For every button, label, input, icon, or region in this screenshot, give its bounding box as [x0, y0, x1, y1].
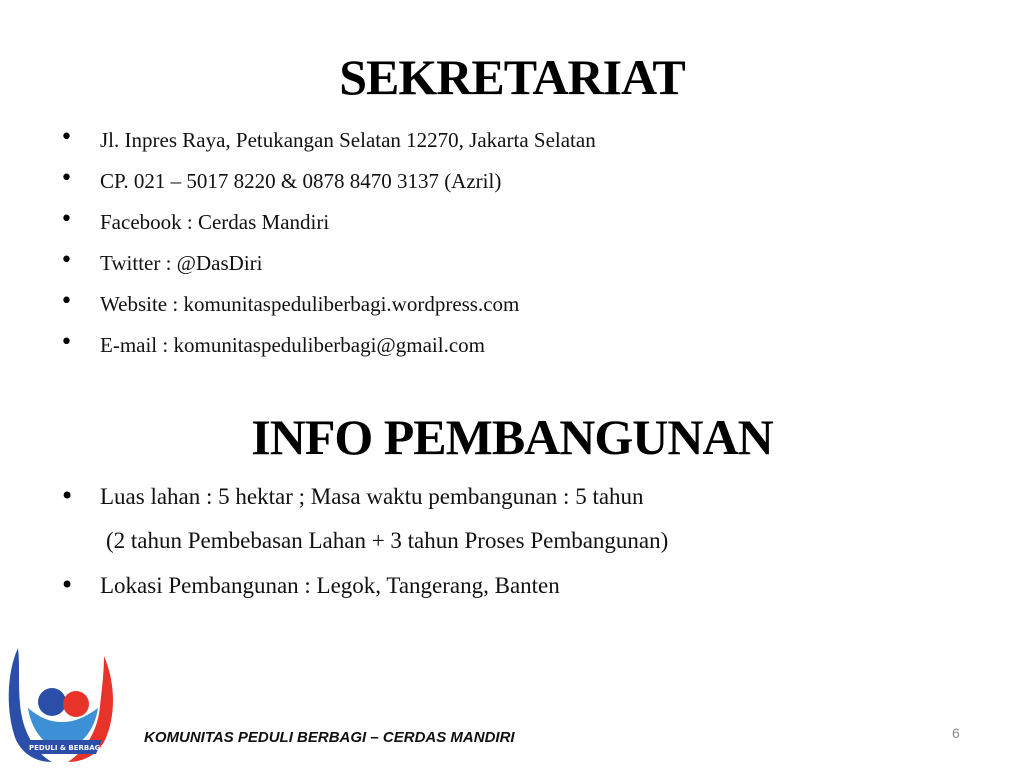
community-logo — [4, 644, 120, 768]
facebook-text: Facebook : Cerdas Mandiri — [100, 210, 330, 234]
bullet-icon: • — [60, 125, 73, 150]
bullet-icon: • — [60, 166, 73, 191]
address-text: Jl. Inpres Raya, Petukangan Selatan 12270, Jakarta Selatan — [100, 128, 596, 152]
bullet-icon: • — [60, 482, 75, 510]
page-number: 6 — [952, 725, 960, 741]
sekretariat-heading: SEKRETARIAT — [339, 49, 685, 105]
bullet-icon: • — [60, 330, 73, 355]
email-text: E-mail : komunitaspeduliberbagi@gmail.com — [100, 333, 486, 357]
info-pembangunan-heading: INFO PEMBANGUNAN — [251, 409, 773, 465]
land-area-text: Luas lahan : 5 hektar ; Masa waktu pembangunan : 5 tahun — [100, 484, 644, 509]
twitter-text: Twitter : @DasDiri — [100, 251, 263, 275]
bullet-icon: • — [60, 248, 73, 273]
contact-phone-text: CP. 021 – 5017 8220 & 0878 8470 3137 (Azril) — [100, 169, 502, 193]
bullet-icon: • — [60, 571, 75, 599]
bullet-icon: • — [60, 289, 73, 314]
bullet-icon: • — [60, 207, 73, 232]
logo-text: PEDULI & BERBAGI — [28, 744, 104, 752]
website-text: Website : komunitaspeduliberbagi.wordpress.com — [100, 292, 520, 316]
timeline-detail-text: (2 tahun Pembebasan Lahan + 3 tahun Proses Pembangunan) — [106, 528, 669, 553]
footer-text: KOMUNITAS PEDULI BERBAGI – CERDAS MANDIRI — [144, 729, 515, 746]
location-text: Lokasi Pembangunan : Legok, Tangerang, Banten — [100, 573, 560, 598]
